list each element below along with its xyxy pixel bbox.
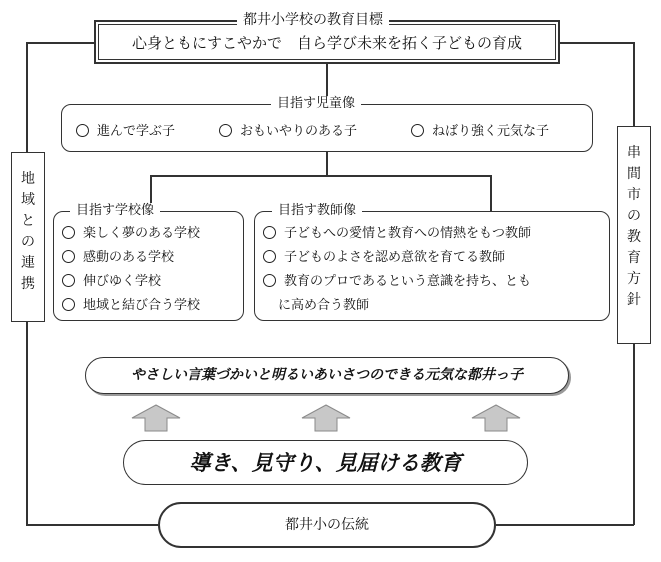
slogan-text: やさしい言葉づかいと明るいあいさつのできる元気な都井っ子 [131,367,523,383]
connector-teacher [490,175,492,211]
teacher-item: 子どものよさを認め意欲を育てる教師 [263,248,505,268]
circle-bullet-icon [62,298,75,311]
connector-student-split [326,152,328,176]
education-goal-text: 心身ともにすこやかで 自ら学び未来を拓く子どもの育成 [131,34,522,52]
school-item: 楽しく夢のある学校 [62,224,200,244]
city-education-policy-box: 串 間 市 の 教 育 方 針 [617,126,651,344]
frame-top-right [560,42,634,44]
motto-text: 導き、見守り、見届ける教育 [189,451,462,475]
connector-horizontal [150,175,491,177]
school-item: 地域と結び合う学校 [62,296,200,316]
circle-bullet-icon [263,250,276,263]
school-item: 感動のある学校 [62,248,174,268]
circle-bullet-icon [62,274,75,287]
frame-bottom-right [496,524,634,526]
student-image-title: 目指す児童像 [271,96,361,112]
up-arrow-icon [131,404,181,432]
teacher-item: 子どもへの愛情と教育への情熱をもつ教師 [263,224,531,244]
circle-bullet-icon [76,124,89,137]
circle-bullet-icon [62,250,75,263]
school-image-title: 目指す学校像 [70,203,160,219]
school-item: 伸びゆく学校 [62,272,161,292]
teacher-item: 教育のプロであるという意識を持ち、とも [263,272,531,292]
frame-top-left [26,42,94,44]
circle-bullet-icon [62,226,75,239]
circle-bullet-icon [263,226,276,239]
student-item: ねばり強く元気な子 [411,122,549,142]
teacher-item-continued: に高め合う教師 [278,298,370,313]
tradition-text: 都井小の伝統 [285,517,369,533]
teacher-image-title: 目指す教師像 [272,203,362,219]
community-collaboration-box: 地 域 と の 連 携 [11,152,45,322]
up-arrow-icon [471,404,521,432]
student-item: 進んで学ぶ子 [76,122,175,142]
circle-bullet-icon [263,274,276,287]
frame-bottom-left [26,524,158,526]
education-goal-title: 都井小学校の教育目標 [237,12,389,28]
circle-bullet-icon [411,124,424,137]
up-arrow-icon [301,404,351,432]
circle-bullet-icon [219,124,232,137]
student-item: おもいやりのある子 [219,122,357,142]
